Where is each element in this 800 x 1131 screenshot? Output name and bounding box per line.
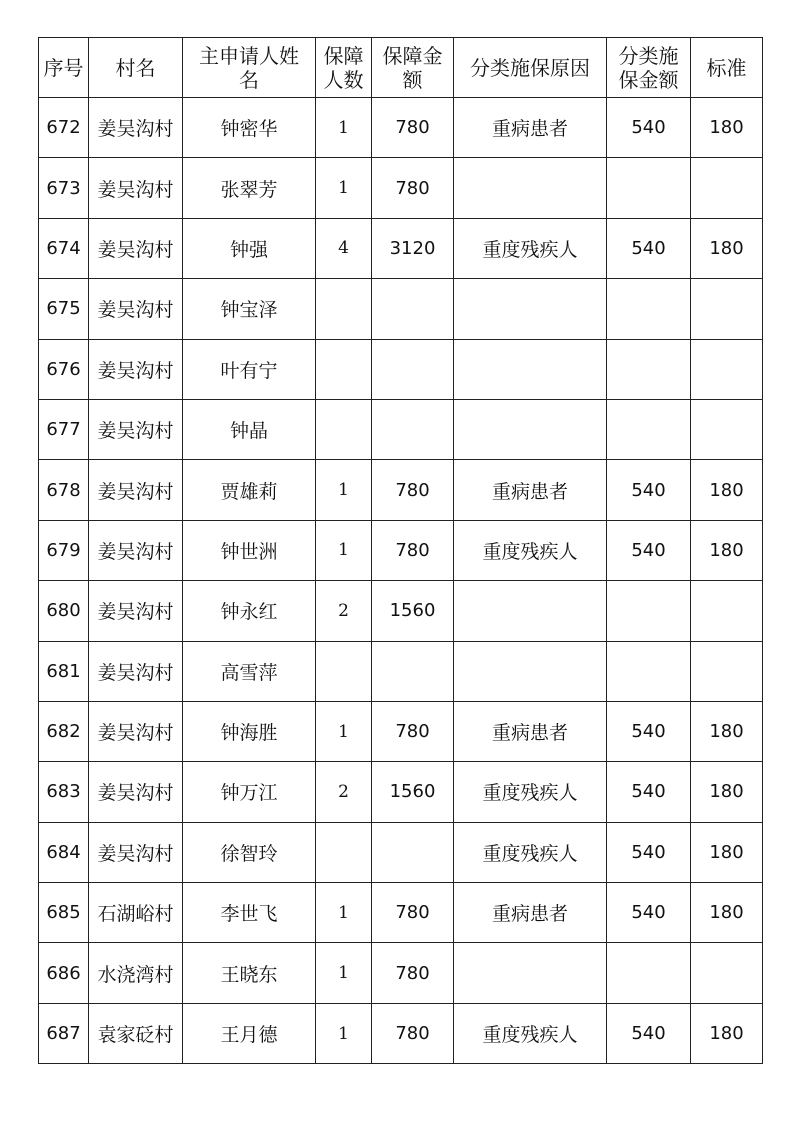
cell-reason: 重度残疾人 — [454, 822, 607, 882]
cell-amount: 780 — [372, 520, 454, 580]
cell-persons — [316, 279, 372, 339]
cell-village: 姜吴沟村 — [89, 822, 183, 882]
cell-village: 姜吴沟村 — [89, 98, 183, 158]
header-row — [39, 38, 763, 98]
cell-standard: 180 — [691, 822, 763, 882]
table-row — [39, 943, 763, 1003]
cell-village: 姜吴沟村 — [89, 641, 183, 701]
cell-reason — [454, 158, 607, 218]
cell-seq: 679 — [39, 520, 89, 580]
cell-class-amount: 540 — [607, 883, 691, 943]
table-row — [39, 339, 763, 399]
cell-village: 姜吴沟村 — [89, 279, 183, 339]
table-row — [39, 520, 763, 580]
cell-class-amount: 540 — [607, 1003, 691, 1063]
table-row — [39, 1003, 763, 1063]
table-row — [39, 822, 763, 882]
cell-reason — [454, 581, 607, 641]
cell-applicant-name: 钟万江 — [183, 762, 316, 822]
cell-standard: 180 — [691, 218, 763, 278]
cell-class-amount: 540 — [607, 520, 691, 580]
cell-standard: 180 — [691, 883, 763, 943]
cell-seq: 674 — [39, 218, 89, 278]
cell-applicant-name: 钟强 — [183, 218, 316, 278]
cell-class-amount — [607, 581, 691, 641]
cell-amount: 780 — [372, 883, 454, 943]
cell-persons: 1 — [316, 98, 372, 158]
cell-village: 袁家砭村 — [89, 1003, 183, 1063]
table-body — [39, 98, 763, 1064]
cell-persons: 4 — [316, 218, 372, 278]
cell-standard: 180 — [691, 1003, 763, 1063]
cell-seq: 676 — [39, 339, 89, 399]
cell-applicant-name: 王晓东 — [183, 943, 316, 1003]
cell-seq: 686 — [39, 943, 89, 1003]
header-applicant: 主申请人姓名 — [183, 38, 316, 98]
table-row — [39, 641, 763, 701]
cell-reason: 重度残疾人 — [454, 218, 607, 278]
cell-standard — [691, 339, 763, 399]
cell-standard — [691, 641, 763, 701]
table-row — [39, 158, 763, 218]
cell-seq: 678 — [39, 460, 89, 520]
cell-seq: 673 — [39, 158, 89, 218]
cell-seq: 675 — [39, 279, 89, 339]
cell-class-amount: 540 — [607, 218, 691, 278]
header-standard: 标准 — [691, 38, 763, 98]
cell-persons: 1 — [316, 1003, 372, 1063]
cell-applicant-name: 张翠芳 — [183, 158, 316, 218]
assistance-table — [38, 37, 763, 1064]
cell-amount: 780 — [372, 460, 454, 520]
cell-reason: 重度残疾人 — [454, 520, 607, 580]
cell-persons: 2 — [316, 581, 372, 641]
cell-persons: 1 — [316, 701, 372, 761]
cell-amount: 3120 — [372, 218, 454, 278]
cell-class-amount — [607, 943, 691, 1003]
cell-class-amount: 540 — [607, 98, 691, 158]
cell-village: 姜吴沟村 — [89, 218, 183, 278]
cell-applicant-name: 王月德 — [183, 1003, 316, 1063]
cell-reason: 重病患者 — [454, 701, 607, 761]
cell-class-amount — [607, 641, 691, 701]
cell-amount: 1560 — [372, 581, 454, 641]
cell-amount — [372, 399, 454, 459]
cell-class-amount: 540 — [607, 701, 691, 761]
cell-village: 姜吴沟村 — [89, 701, 183, 761]
cell-standard: 180 — [691, 762, 763, 822]
cell-reason: 重病患者 — [454, 883, 607, 943]
cell-class-amount — [607, 399, 691, 459]
cell-standard — [691, 399, 763, 459]
cell-amount: 780 — [372, 701, 454, 761]
cell-village: 姜吴沟村 — [89, 339, 183, 399]
cell-amount — [372, 822, 454, 882]
cell-class-amount — [607, 279, 691, 339]
cell-reason: 重病患者 — [454, 98, 607, 158]
cell-village: 姜吴沟村 — [89, 520, 183, 580]
cell-persons: 1 — [316, 520, 372, 580]
cell-applicant-name: 徐智玲 — [183, 822, 316, 882]
cell-persons: 1 — [316, 883, 372, 943]
cell-village: 姜吴沟村 — [89, 460, 183, 520]
cell-standard — [691, 279, 763, 339]
cell-village: 姜吴沟村 — [89, 158, 183, 218]
cell-persons: 2 — [316, 762, 372, 822]
cell-reason — [454, 279, 607, 339]
cell-class-amount — [607, 158, 691, 218]
header-village: 村名 — [89, 38, 183, 98]
cell-standard — [691, 943, 763, 1003]
cell-applicant-name: 叶有宁 — [183, 339, 316, 399]
cell-village: 姜吴沟村 — [89, 762, 183, 822]
cell-reason — [454, 339, 607, 399]
cell-applicant-name: 李世飞 — [183, 883, 316, 943]
cell-amount — [372, 641, 454, 701]
header-reason: 分类施保原因 — [454, 38, 607, 98]
cell-reason: 重病患者 — [454, 460, 607, 520]
cell-class-amount: 540 — [607, 822, 691, 882]
cell-standard — [691, 158, 763, 218]
cell-applicant-name: 钟世洲 — [183, 520, 316, 580]
table-row — [39, 279, 763, 339]
table-row — [39, 883, 763, 943]
cell-reason — [454, 399, 607, 459]
cell-reason — [454, 641, 607, 701]
cell-persons: 1 — [316, 158, 372, 218]
cell-seq: 682 — [39, 701, 89, 761]
cell-seq: 687 — [39, 1003, 89, 1063]
cell-persons — [316, 339, 372, 399]
cell-amount — [372, 279, 454, 339]
cell-persons: 1 — [316, 943, 372, 1003]
cell-seq: 672 — [39, 98, 89, 158]
cell-seq: 684 — [39, 822, 89, 882]
table-row — [39, 762, 763, 822]
table-row — [39, 399, 763, 459]
cell-amount: 780 — [372, 1003, 454, 1063]
cell-persons — [316, 399, 372, 459]
cell-standard — [691, 581, 763, 641]
cell-persons: 1 — [316, 460, 372, 520]
cell-amount: 780 — [372, 98, 454, 158]
header-amount: 保障金额 — [372, 38, 454, 98]
header-class-amount: 分类施保金额 — [607, 38, 691, 98]
header-persons: 保障人数 — [316, 38, 372, 98]
cell-class-amount: 540 — [607, 762, 691, 822]
cell-amount: 780 — [372, 943, 454, 1003]
cell-standard: 180 — [691, 460, 763, 520]
cell-village: 姜吴沟村 — [89, 581, 183, 641]
cell-village: 水浇湾村 — [89, 943, 183, 1003]
cell-applicant-name: 钟永红 — [183, 581, 316, 641]
cell-standard: 180 — [691, 701, 763, 761]
table-row — [39, 98, 763, 158]
cell-applicant-name: 钟密华 — [183, 98, 316, 158]
cell-seq: 681 — [39, 641, 89, 701]
cell-standard: 180 — [691, 98, 763, 158]
cell-village: 石湖峪村 — [89, 883, 183, 943]
table-row — [39, 218, 763, 278]
cell-class-amount: 540 — [607, 460, 691, 520]
table-row — [39, 701, 763, 761]
cell-village: 姜吴沟村 — [89, 399, 183, 459]
cell-applicant-name: 钟海胜 — [183, 701, 316, 761]
header-seq: 序号 — [39, 38, 89, 98]
table-row — [39, 581, 763, 641]
cell-amount: 1560 — [372, 762, 454, 822]
cell-persons — [316, 641, 372, 701]
cell-applicant-name: 钟宝泽 — [183, 279, 316, 339]
cell-seq: 677 — [39, 399, 89, 459]
cell-persons — [316, 822, 372, 882]
cell-applicant-name: 钟晶 — [183, 399, 316, 459]
cell-amount — [372, 339, 454, 399]
cell-reason: 重度残疾人 — [454, 1003, 607, 1063]
cell-seq: 685 — [39, 883, 89, 943]
cell-class-amount — [607, 339, 691, 399]
cell-reason — [454, 943, 607, 1003]
table-row — [39, 460, 763, 520]
cell-seq: 683 — [39, 762, 89, 822]
cell-amount: 780 — [372, 158, 454, 218]
cell-applicant-name: 高雪萍 — [183, 641, 316, 701]
cell-applicant-name: 贾雄莉 — [183, 460, 316, 520]
cell-reason: 重度残疾人 — [454, 762, 607, 822]
cell-standard: 180 — [691, 520, 763, 580]
cell-seq: 680 — [39, 581, 89, 641]
